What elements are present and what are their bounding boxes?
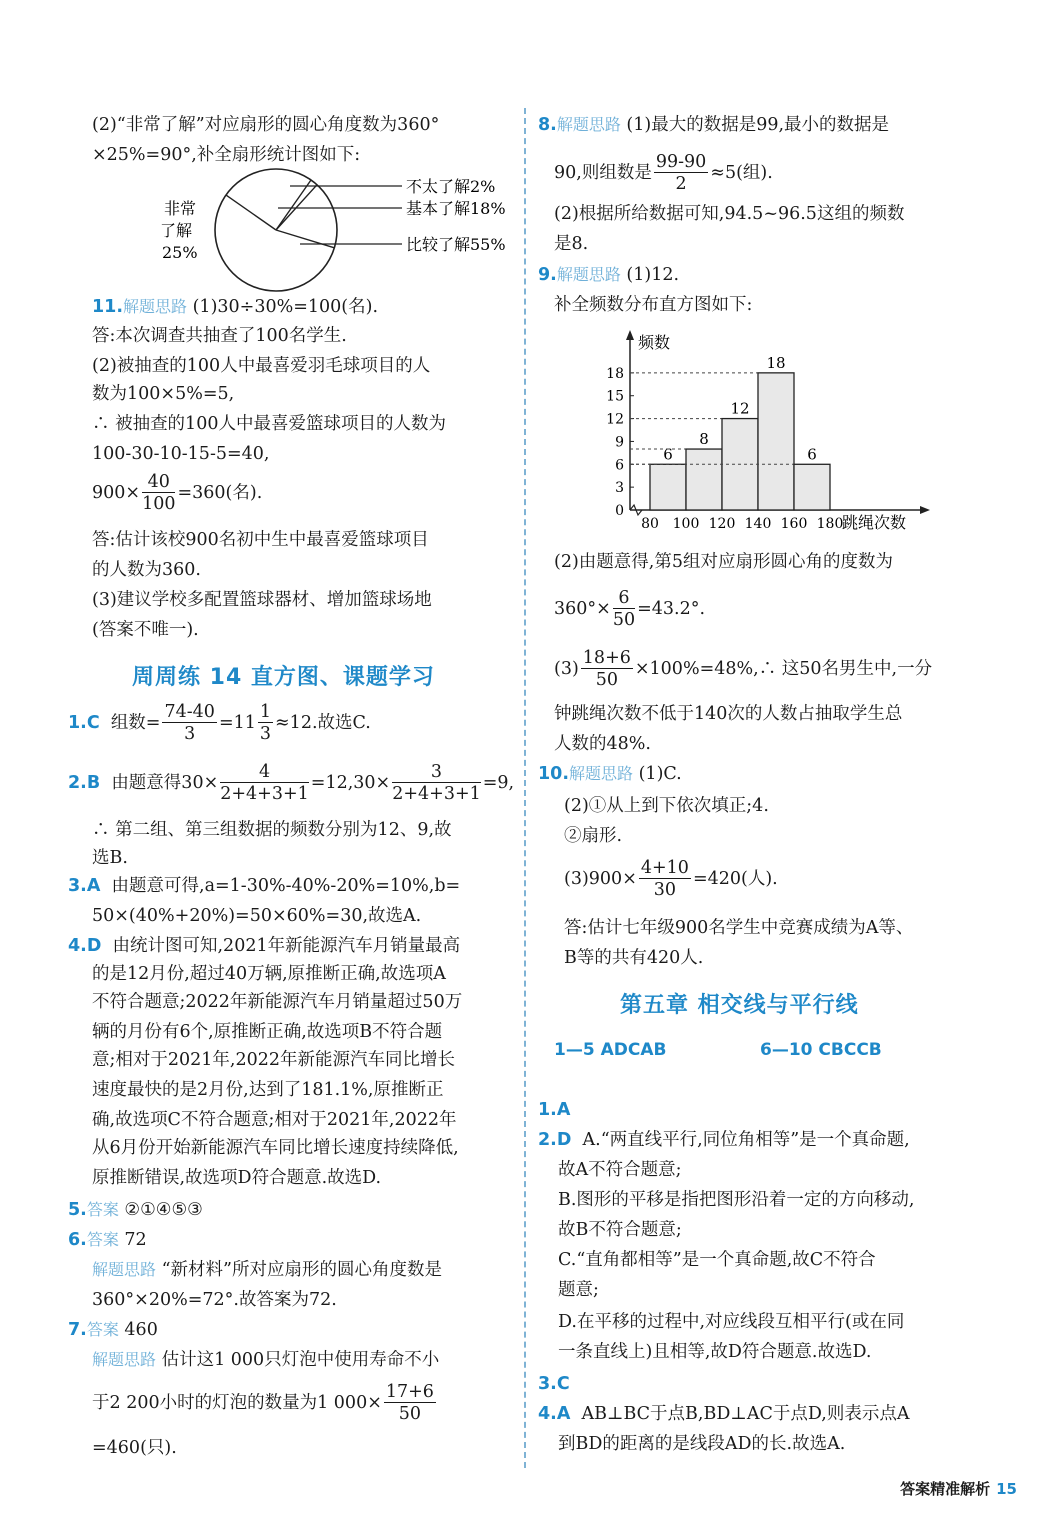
text-line: 原推断错误,故选项D符合题意.故选D. [92, 1168, 382, 1188]
numerator: 74-40 [164, 702, 215, 722]
x-tick-label: 80 [641, 516, 659, 532]
page-footer [900, 1478, 1017, 1499]
text-line: B等的共有420人. [564, 948, 704, 968]
pie-label: 不太了解2% [406, 177, 496, 196]
text-span: “新材料”所对应扇形的圆心角度数是 [161, 1260, 442, 1280]
text-line: 选B. [92, 848, 128, 868]
tag-label: 解题思路 [556, 265, 621, 284]
answer-3 [68, 874, 460, 898]
fraction [384, 1382, 436, 1425]
tag-label: 答案 [86, 1320, 119, 1339]
tag-label: 解题思路 [569, 764, 634, 783]
denominator: 100 [142, 494, 176, 514]
answer-r2 [538, 1128, 910, 1152]
text-span: (1)12. [626, 265, 680, 285]
text-line: 故A不符合题意; [558, 1160, 682, 1180]
text-line: 答:估计该校900名初中生中最喜爱篮球项目 [92, 530, 429, 550]
text-line: 答:本次调查共抽查了100名学生. [92, 326, 347, 346]
histogram-bar [794, 464, 830, 510]
formula-text: =360(名). [177, 483, 263, 503]
pie-label: 非常 [164, 199, 197, 218]
text-line: (2)被抽查的100人中最喜爱羽毛球项目的人 [92, 356, 431, 376]
text-line: ②扇形. [564, 826, 623, 846]
numerator: 1 [259, 702, 272, 722]
text-line: 100-30-10-15-5=40, [92, 444, 270, 464]
y-axis-arrow [626, 330, 634, 340]
answer-1 [68, 702, 371, 745]
text-line: 确,故选项C不符合题意;相对于2021年,2022年 [92, 1110, 457, 1130]
histogram-bar [758, 373, 794, 510]
tag-label: 答案 [86, 1200, 119, 1219]
question-number: 2.D [538, 1130, 572, 1150]
text-span: (1)C. [638, 764, 682, 784]
footer-label: 答案精准解析 [900, 1480, 991, 1498]
denominator: 50 [595, 670, 618, 690]
tag-label: 解题思路 [123, 297, 188, 316]
bar-value-label: 6 [807, 445, 817, 464]
bar-value-label: 8 [699, 430, 709, 449]
formula-text: =43.2°. [637, 599, 706, 619]
x-tick-label: 160 [780, 516, 808, 532]
formula-text: ≈12.故选C. [275, 713, 371, 733]
answer-r4 [538, 1402, 909, 1426]
text-span: ②①④⑤③ [124, 1200, 203, 1220]
answer-r1 [538, 1098, 570, 1122]
text-line: (2)“非常了解”对应扇形的圆心角度数为360° [92, 115, 440, 135]
x-tick-label: 140 [744, 516, 772, 532]
text-span: 460 [124, 1320, 158, 1340]
text-line: 的是12月份,超过40万辆,原推断正确,故选项A [92, 964, 446, 984]
formula-text: =12,30× [310, 773, 391, 793]
numerator: 17+6 [385, 1382, 434, 1402]
numerator: 3 [392, 762, 481, 783]
formula-line [92, 1382, 438, 1425]
formula-text: (3)900× [564, 869, 637, 889]
fraction [142, 472, 175, 515]
text-line: 题意; [558, 1280, 599, 1300]
formula-text: =9, [482, 773, 515, 793]
text-line: D.在平移的过程中,对应线段互相平行(或在同 [558, 1312, 905, 1332]
column-divider [524, 108, 526, 1468]
histogram-chart [580, 328, 980, 533]
text-line: (2)由题意得,第5组对应扇形圆心角的度数为 [554, 552, 893, 572]
text-span: 估计这1 000只灯泡中使用寿命不小 [161, 1350, 440, 1370]
text-line: 到BD的距离的是线段AD的长.故选A. [558, 1434, 846, 1454]
text-line: 从6月份开始新能源汽车同比增长速度持续降低, [92, 1138, 459, 1158]
formula-text: 900× [92, 483, 141, 503]
numerator: 18+6 [582, 648, 631, 668]
denominator: 3 [184, 724, 196, 744]
bar-value-label: 18 [766, 353, 786, 372]
choice-answers: 6—10 CBCCB [760, 1040, 882, 1060]
bar-value-label: 6 [663, 445, 673, 464]
formula-text: 组数= [110, 713, 161, 733]
histogram-bar [650, 464, 686, 510]
text-line: =460(只). [92, 1438, 177, 1458]
text-line [92, 1258, 442, 1282]
denominator: 3 [259, 724, 272, 744]
y-tick-label: 12 [606, 411, 624, 428]
formula-text: 于2 200小时的灯泡的数量为1 000× [92, 1393, 382, 1413]
answer-5 [68, 1198, 203, 1222]
denominator: 2+4+3+1 [392, 784, 481, 804]
bar-value-label: 12 [730, 399, 750, 418]
question-number: 1.A [538, 1100, 571, 1120]
text-line: 数为100×5%=5, [92, 384, 235, 404]
text-line: ∴ 被抽查的100人中最喜爱篮球项目的人数为 [92, 414, 446, 434]
text-line: (2)①从上到下依次填正;4. [564, 796, 769, 816]
question-number: 10. [538, 764, 570, 784]
fraction [639, 858, 691, 901]
denominator: 50 [398, 1404, 422, 1424]
question-number: 7. [68, 1320, 87, 1340]
text-line: ∴ 第二组、第三组数据的频数分别为12、9,故 [92, 820, 452, 840]
formula-line [554, 588, 705, 631]
numerator: 4+10 [640, 858, 689, 878]
pie-label: 25% [162, 243, 198, 262]
x-axis-arrow [920, 506, 930, 514]
tag-label: 解题思路 [92, 1260, 157, 1279]
answer-6 [68, 1228, 147, 1252]
fraction [392, 762, 481, 805]
text-line: 的人数为360. [92, 560, 201, 580]
question-number: 1.C [68, 713, 100, 733]
fraction [220, 762, 309, 805]
y-tick-label: 9 [615, 434, 624, 451]
text-line: 钟跳绳次数不低于140次的人数占抽取学生总 [554, 704, 903, 724]
formula-text: 由题意得30× [111, 773, 219, 793]
fraction [581, 648, 633, 691]
question-9 [538, 263, 679, 287]
text-line: 故B不符合题意; [558, 1220, 682, 1240]
fraction [654, 152, 708, 195]
text-line: (答案不唯一). [92, 620, 199, 640]
text-line: 答:估计七年级900名学生中竞赛成绩为A等、 [564, 918, 914, 938]
text-line: 一条直线上)且相等,故D符合题意.故选D. [558, 1342, 872, 1362]
text-line: ×25%=90°,补全扇形统计图如下: [92, 145, 361, 165]
formula-line [554, 152, 773, 195]
question-number: 2.B [68, 773, 101, 793]
tag-label: 解题思路 [92, 1350, 157, 1369]
question-number: 6. [68, 1230, 87, 1250]
text-line: 辆的月份有6个,原推断正确,故选项B不符合题 [92, 1022, 443, 1042]
y-tick-label: 6 [615, 457, 624, 474]
text-line: (2)根据所给数据可知,94.5~96.5这组的频数 [554, 204, 905, 224]
numerator: 99-90 [655, 152, 707, 172]
question-number: 3.C [538, 1374, 570, 1394]
tag-label: 解题思路 [556, 115, 621, 134]
pie-chart [150, 166, 520, 294]
denominator: 2+4+3+1 [220, 784, 309, 804]
pie-slice-boundary [226, 195, 276, 230]
text-span: AB⊥BC于点B,BD⊥AC于点D,则表示点A [581, 1404, 910, 1424]
answer-4 [68, 934, 460, 958]
text-span: A.“两直线平行,同位角相等”是一个真命题, [582, 1130, 910, 1150]
numerator: 4 [220, 762, 309, 783]
formula-line [554, 648, 932, 691]
formula-text: ×100%=48%,∴ 这50名男生中,一分 [634, 659, 933, 679]
text-line: 人数的48%. [554, 734, 651, 754]
question-number: 4.A [538, 1404, 571, 1424]
y-tick-label: 15 [606, 388, 624, 405]
text-line: 50×(40%+20%)=50×60%=30,故选A. [92, 906, 422, 926]
x-tick-label: 100 [672, 516, 700, 532]
formula-text: 90,则组数是 [554, 163, 652, 183]
question-10 [538, 762, 682, 786]
question-number: 8. [538, 115, 557, 135]
text-line: (3)建议学校多配置篮球器材、增加篮球场地 [92, 590, 432, 610]
answer-7 [68, 1318, 158, 1342]
formula-text: (3) [554, 659, 579, 679]
denominator: 2 [675, 174, 687, 194]
fraction [613, 588, 635, 631]
x-axis-label: 跳绳次数 [842, 513, 907, 532]
text-span: (1)30÷30%=100(名). [192, 297, 379, 317]
fraction [162, 702, 216, 745]
y-tick-label: 0 [615, 503, 624, 519]
text-line: 意;相对于2021年,2022年新能源汽车同比增长 [92, 1050, 456, 1070]
question-number: 5. [68, 1200, 87, 1220]
formula-line [564, 858, 778, 901]
pie-label: 基本了解18% [406, 199, 506, 218]
formula-line [92, 472, 262, 515]
numerator: 40 [142, 472, 175, 493]
text-line: 是8. [554, 234, 589, 254]
question-number: 11. [92, 297, 124, 317]
text-line: 补全频数分布直方图如下: [554, 295, 753, 315]
answer-r3 [538, 1372, 570, 1396]
question-number: 3.A [68, 876, 101, 896]
y-tick-label: 18 [606, 365, 624, 382]
pie-slice-boundary [276, 230, 334, 248]
section-title: 第五章 相交线与平行线 [620, 993, 859, 1018]
question-8 [538, 113, 889, 137]
question-number: 9. [538, 265, 557, 285]
page-number: 15 [996, 1480, 1017, 1498]
text-line: 不符合题意;2022年新能源汽车月销量超过50万 [92, 992, 463, 1012]
histogram-bar [686, 449, 722, 510]
y-axis-label: 频数 [638, 333, 671, 352]
denominator: 50 [612, 610, 636, 630]
formula-text: =11 [218, 713, 256, 733]
formula-text: ≈5(组). [710, 163, 773, 183]
pie-slice-boundary [276, 180, 311, 230]
text-span: (1)最大的数据是99,最小的数据是 [626, 115, 890, 135]
tag-label: 答案 [86, 1230, 119, 1249]
text-span: 由题意可得,a=1-30%-40%-20%=10%,b= [111, 876, 461, 896]
pie-label: 比较了解55% [406, 235, 506, 254]
question-11 [92, 295, 378, 319]
question-number: 4.D [68, 936, 102, 956]
text-span: 由统计图可知,2021年新能源汽车月销量最高 [112, 936, 461, 956]
pie-label: 了解 [160, 221, 193, 240]
denominator: 30 [653, 880, 677, 900]
x-tick-label: 120 [708, 516, 736, 532]
fraction [258, 702, 273, 745]
text-line: 速度最快的是2月份,达到了181.1%,原推断正 [92, 1080, 444, 1100]
answer-2 [68, 762, 514, 805]
formula-text: 360°× [554, 599, 611, 619]
text-span: 72 [124, 1230, 147, 1250]
text-line: B.图形的平移是指把图形沿着一定的方向移动, [558, 1190, 915, 1210]
x-tick-label: 180 [816, 516, 844, 532]
y-tick-label: 3 [615, 480, 624, 497]
choice-answers: 1—5 ADCAB [554, 1040, 667, 1060]
text-line: C.“直角都相等”是一个真命题,故C不符合 [558, 1250, 876, 1270]
text-line: 360°×20%=72°.故答案为72. [92, 1290, 337, 1310]
text-line [92, 1348, 439, 1372]
formula-text: =420(人). [692, 869, 778, 889]
numerator: 6 [613, 588, 635, 609]
section-title: 周周练 14 直方图、课题学习 [132, 665, 435, 690]
